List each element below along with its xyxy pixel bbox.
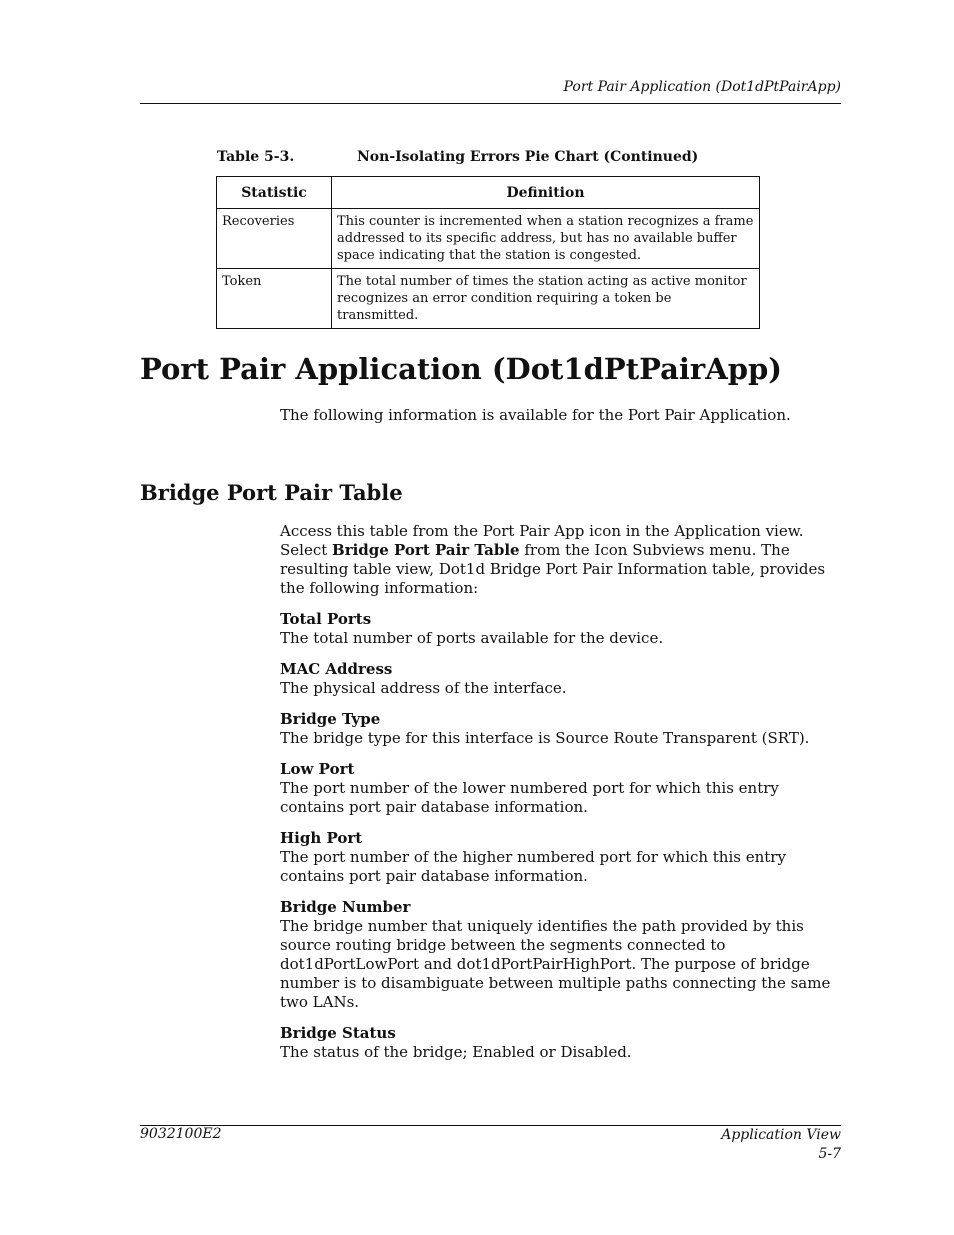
access-paragraph: [280, 522, 834, 598]
header-rule: [140, 103, 841, 104]
definition-cell: The total number of times the station acting as active monitor recognizes an error condition requiring a token be transmitted.: [332, 269, 760, 329]
access-text-before: Access this table from the Port Pair App icon in the Application view. Select: [280, 522, 804, 559]
column-header-statistic: Statistic: [217, 177, 332, 209]
running-header: Port Pair Application (Dot1dPtPairApp): [563, 79, 841, 95]
definition-cell: This counter is incremented when a station recognizes a frame addressed to its specific address, but has no available buffer space indicating that the station is congested.: [332, 209, 760, 269]
table-caption-number: Table 5-3.: [217, 149, 295, 165]
column-header-definition: Definition: [332, 177, 760, 209]
field-definition: The bridge number that uniquely identifies the path provided by this source routing bridge between the segments connected to dot1dPortLowPort and dot1dPortPairHighPort. The purpose of bridge number is to disambiguate between multiple paths connecting the same two LANs.: [280, 917, 831, 1011]
table-caption: [217, 149, 699, 165]
table-row: [217, 209, 760, 269]
field-definition: The port number of the lower numbered port for which this entry contains port pair database information.: [280, 779, 779, 816]
access-text-after: from the Icon Subviews menu. The resulting table view, Dot1d Bridge Port Pair Information table, provides the following information:: [280, 541, 826, 597]
field-definition: The physical address of the interface.: [280, 679, 567, 697]
footer-doc-number: 9032100E2: [140, 1126, 222, 1142]
table-caption-title: Non-Isolating Errors Pie Chart (Continued): [357, 149, 699, 165]
subsection-title: Bridge Port Pair Table: [140, 480, 403, 505]
field-definition: The bridge type for this interface is Source Route Transparent (SRT).: [280, 729, 810, 747]
subsection-body: [280, 522, 834, 1074]
field-term: MAC Address: [280, 660, 393, 678]
field-term: Bridge Status: [280, 1024, 396, 1042]
footer-chapter: Application View: [721, 1127, 841, 1143]
statistics-table: [216, 176, 760, 329]
field-term: Low Port: [280, 760, 355, 778]
section-intro: The following information is available for the Port Pair Application.: [280, 406, 791, 424]
field-list: [280, 610, 834, 1062]
table-header-row: [217, 177, 760, 209]
statistic-cell: Recoveries: [217, 209, 332, 269]
field-definition: The status of the bridge; Enabled or Disabled.: [280, 1043, 632, 1061]
statistic-cell: Token: [217, 269, 332, 329]
footer-right: [721, 1126, 841, 1164]
field-term: Bridge Number: [280, 898, 411, 916]
field-definition: The total number of ports available for the device.: [280, 629, 664, 647]
access-menu-item: Bridge Port Pair Table: [332, 541, 520, 559]
field-term: Total Ports: [280, 610, 372, 628]
page-number: 5-7: [818, 1146, 841, 1162]
field-term: Bridge Type: [280, 710, 381, 728]
section-title: Port Pair Application (Dot1dPtPairApp): [140, 352, 782, 386]
field-term: High Port: [280, 829, 363, 847]
table-row: [217, 269, 760, 329]
field-definition: The port number of the higher numbered port for which this entry contains port pair database information.: [280, 848, 786, 885]
